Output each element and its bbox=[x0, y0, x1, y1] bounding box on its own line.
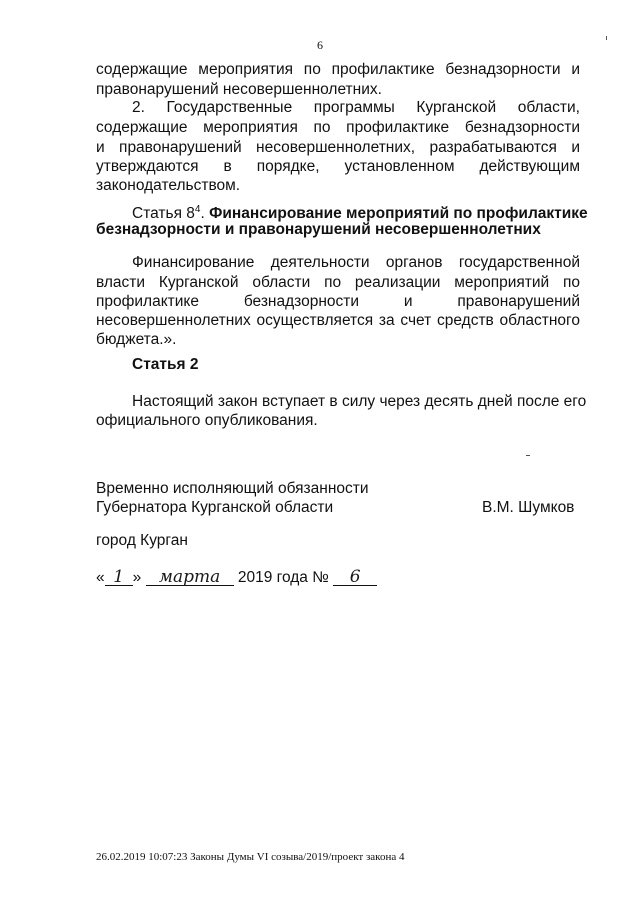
signatory-title-line: Временно исполняющий обязанности bbox=[96, 480, 369, 497]
law-number: 6 bbox=[333, 567, 377, 586]
body-text-line: содержащие мероприятия по профилактике безнадзорности bbox=[96, 119, 580, 136]
body-text-line: профилактике безнадзорности и правонарушений bbox=[96, 293, 580, 310]
scan-mark bbox=[606, 36, 607, 40]
article-prefix: Статья 8 bbox=[132, 205, 195, 223]
scan-mark bbox=[526, 455, 530, 456]
signatory-name: В.М. Шумков bbox=[482, 499, 575, 516]
signatory-title-line: Губернатора Курганской области bbox=[96, 499, 334, 516]
body-text-line: правонарушений несовершеннолетних. bbox=[96, 81, 382, 98]
date-line bbox=[96, 567, 377, 588]
body-text-line: и правонарушений несовершеннолетних, разрабатываются и bbox=[96, 139, 580, 156]
body-text-line: Финансирование деятельности органов государственной bbox=[132, 254, 580, 271]
body-text-line: официального опубликования. bbox=[96, 412, 318, 429]
article-heading: Статья $8^4$. Финансирование мероприятий по профилактике bbox=[132, 204, 588, 223]
page-number: 6 bbox=[317, 38, 323, 52]
body-text-line: Настоящий закон вступает в силу через десять дней после его bbox=[132, 393, 587, 410]
body-text-line: власти Курганской области по реализации мероприятий по bbox=[96, 274, 580, 291]
article-2-heading: Статья 2 bbox=[132, 356, 199, 373]
quote-open: « bbox=[96, 569, 105, 586]
article-title-line: безнадзорности и правонарушений несовершеннолетних bbox=[96, 221, 541, 238]
date-year-text: 2019 года № bbox=[237, 569, 329, 586]
body-text-line: бюджета.». bbox=[96, 331, 177, 348]
body-text-line: содержащие мероприятия по профилактике безнадзорности и bbox=[96, 61, 580, 78]
body-text-line: 2. Государственные программы Курганской области, bbox=[132, 99, 580, 116]
body-text-line: законодательством. bbox=[96, 177, 241, 194]
article-title: Финансирование мероприятий по профилактике bbox=[209, 205, 588, 223]
city: город Курган bbox=[96, 532, 188, 549]
quote-close: » bbox=[132, 569, 142, 586]
body-text-line: несовершеннолетних осуществляется за счет средств областного bbox=[96, 312, 580, 329]
footer-file-info: 26.02.2019 10:07:23 Законы Думы VI созыва/2019/проект закона 4 bbox=[96, 851, 405, 863]
body-text-line: утверждаются в порядке, установленном действующим bbox=[96, 158, 580, 175]
article-superscript: 4 bbox=[194, 204, 201, 215]
date-month: марта bbox=[146, 567, 234, 586]
date-day: 1 bbox=[105, 567, 133, 586]
